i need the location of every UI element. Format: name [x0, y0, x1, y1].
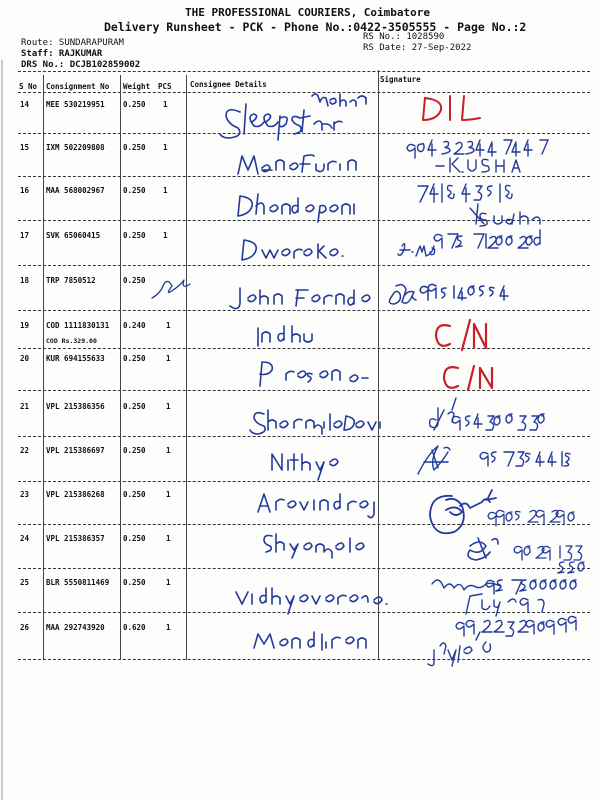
- row-pcs: 1: [166, 534, 171, 543]
- signature-handwriting: [436, 320, 486, 350]
- signature-handwriting: [468, 538, 498, 560]
- row-sno: 17: [20, 231, 30, 240]
- consignee-handwriting: [264, 534, 364, 558]
- row-sno: 19: [20, 321, 30, 330]
- row-pcs: 1: [166, 354, 171, 363]
- drs-number: DRS No.: DCJB102859002: [21, 60, 141, 70]
- row-sno: 22: [20, 446, 30, 455]
- row-weight: 0.250: [123, 231, 146, 240]
- row-weight: 0.250: [123, 402, 146, 411]
- row-consignment: VPL 215386268: [46, 490, 105, 499]
- row-weight: 0.250: [123, 143, 146, 152]
- row-consignment: BLR 5550811469: [46, 578, 110, 587]
- signature-handwriting: [430, 490, 496, 533]
- consignee-handwriting: [238, 155, 356, 174]
- row-sno: 18: [20, 276, 30, 285]
- weight-scribble: [152, 280, 190, 298]
- signature-handwriting: [423, 96, 480, 120]
- row-pcs: 1: [166, 321, 171, 330]
- row-weight: 0.250: [123, 578, 146, 587]
- row-pcs: 1: [166, 578, 171, 587]
- cod-amount: COD Rs.329.00: [46, 337, 97, 345]
- consignee-handwriting: [230, 288, 370, 309]
- consignee-handwriting: [236, 588, 387, 614]
- row-sno: 24: [20, 534, 30, 543]
- consignee-handwriting: [258, 326, 312, 346]
- rs-number: RS No.: 1028590: [363, 32, 445, 42]
- signature-handwriting: [407, 140, 548, 172]
- consignee-handwriting: [260, 362, 368, 386]
- row-consignment: SVK 65060415: [46, 231, 101, 240]
- row-sno: 26: [20, 623, 30, 632]
- signature-handwriting: [389, 284, 508, 304]
- col-signature: Signature: [380, 75, 421, 84]
- consignee-handwriting: [242, 240, 343, 260]
- row-pcs: 1: [166, 490, 171, 499]
- row-pcs: 1: [163, 143, 168, 152]
- col-weight: Weight: [123, 82, 151, 91]
- row-sno: 21: [20, 402, 30, 411]
- signature-handwriting: [514, 546, 584, 573]
- row-consignment: MAA 292743920: [46, 623, 105, 632]
- consignee-handwriting: [272, 454, 338, 480]
- row-weight: 0.240: [123, 321, 146, 330]
- row-consignment: COD 1111830131: [46, 321, 110, 330]
- route-label: Route: SUNDARAPURAM: [21, 38, 124, 48]
- col-pcs: PCS: [158, 82, 172, 91]
- consignee-handwriting: [258, 494, 374, 518]
- col-consignment: Consignment No: [46, 82, 110, 91]
- staff-label: Staff: RAJKUMAR: [21, 49, 103, 59]
- row-sno: 14: [20, 100, 30, 109]
- row-weight: 0.250: [123, 186, 146, 195]
- row-pcs: 1: [166, 446, 171, 455]
- row-consignment: TRP 7850512: [46, 276, 96, 285]
- col-consignee: Consignee Details: [190, 80, 267, 89]
- company-title: THE PROFESSIONAL COURIERS, Coimbatore: [185, 6, 431, 19]
- signature-handwriting: [432, 580, 576, 616]
- signature-handwriting: [418, 184, 540, 226]
- row-pcs: 1: [163, 100, 168, 109]
- runsheet-subtitle: Delivery Runsheet - PCK - Phone No.:0422-3505555 - Page No.:2: [104, 20, 527, 34]
- signature-handwriting: [428, 616, 576, 666]
- rs-date: RS Date: 27-Sep-2022: [363, 43, 472, 53]
- consignee-handwriting: [238, 194, 354, 222]
- row-pcs: 1: [163, 231, 168, 240]
- consignee-handwriting: [220, 94, 366, 140]
- row-sno: 16: [20, 186, 30, 195]
- consignee-handwriting: [250, 410, 380, 434]
- row-consignment: MAA 568002967: [46, 186, 105, 195]
- row-weight: 0.250: [123, 534, 146, 543]
- row-pcs: 1: [163, 186, 168, 195]
- row-consignment: MEE 530219951: [46, 100, 105, 109]
- row-consignment: VPL 215386357: [46, 534, 105, 543]
- signature-handwriting: [444, 366, 492, 390]
- row-weight: 0.250: [123, 490, 146, 499]
- row-consignment: VPL 215386697: [46, 446, 105, 455]
- row-sno: 23: [20, 490, 30, 499]
- row-sno: 25: [20, 578, 30, 587]
- col-sno: S No: [19, 82, 38, 91]
- row-weight: 0.250: [123, 446, 146, 455]
- row-weight: 0.250: [123, 354, 146, 363]
- signature-handwriting: [488, 510, 574, 526]
- row-sno: 15: [20, 143, 30, 152]
- signature-handwriting: [398, 230, 540, 256]
- row-consignment: VPL 215386356: [46, 402, 105, 411]
- signature-handwriting: [418, 446, 570, 474]
- row-pcs: 1: [166, 402, 171, 411]
- row-consignment: IXM 502209808: [46, 143, 105, 152]
- consignee-handwriting: [254, 632, 366, 650]
- row-consignment: KUR 694155633: [46, 354, 105, 363]
- signature-handwriting: [430, 398, 544, 430]
- row-weight: 0.620: [123, 623, 146, 632]
- row-pcs: 1: [166, 623, 171, 632]
- row-sno: 20: [20, 354, 30, 363]
- row-weight: 0.250: [123, 276, 146, 285]
- row-weight: 0.250: [123, 100, 146, 109]
